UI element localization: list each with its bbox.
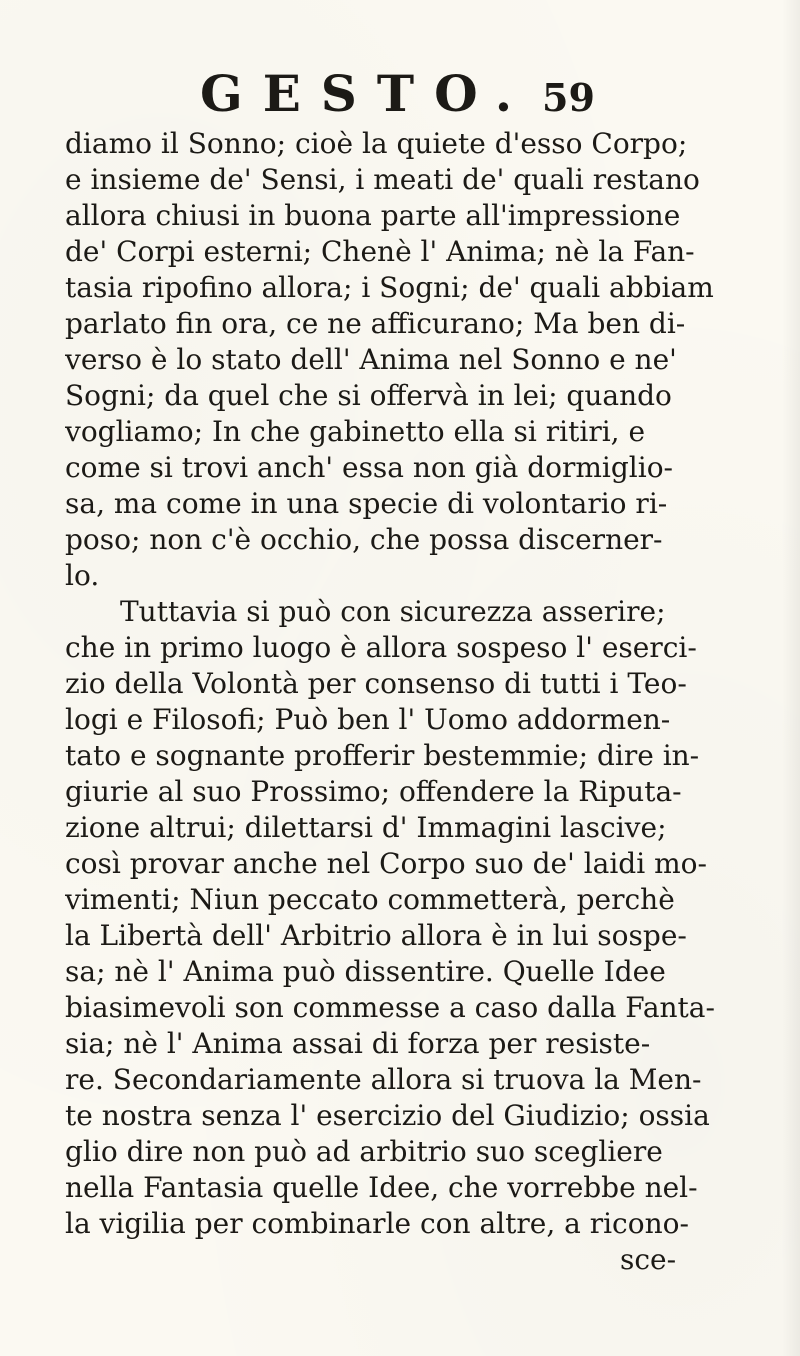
text-line: tato e sognante profferir bestemmie; dire in- — [65, 739, 700, 772]
text-line: te nostra senza l' esercizio del Giudizio; ossia — [65, 1099, 710, 1132]
text-line: verso è lo stato dell' Anima nel Sonno e ne' — [65, 343, 677, 376]
text-line: logi e Filosofi; Può ben l' Uomo addormen- — [65, 703, 671, 736]
text-line: allora chiusi in buona parte all'impressione — [65, 199, 681, 232]
text-line: zio della Volontà per consenso di tutti i Teo- — [65, 667, 687, 700]
text-line: sia; nè l' Anima assai di forza per resiste- — [65, 1027, 651, 1060]
text-line: sa, ma come in una specie di volontario ri- — [65, 487, 668, 520]
text-line: che in primo luogo è allora sospeso l' eserci- — [65, 631, 697, 664]
text-line: tasia ripofino allora; i Sogni; de' quali abbiam — [65, 271, 714, 304]
text-line: de' Corpi esterni; Chenè l' Anima; nè la Fan- — [65, 235, 695, 268]
text-line: glio dire non può ad arbitrio suo scegliere — [65, 1135, 663, 1168]
text-line: poso; non c'è occhio, che possa discerner- — [65, 523, 663, 556]
page-header — [0, 62, 800, 126]
text-line: giurie al suo Prossimo; offendere la Riputa- — [65, 775, 682, 808]
text-line: la vigilia per combinarle con altre, a ricono- — [65, 1207, 689, 1240]
text-line: nella Fantasia quelle Idee, che vorrebbe nel- — [65, 1171, 698, 1204]
text-line: e insieme de' Sensi, i meati de' quali restano — [65, 163, 700, 196]
text-line: biasimevoli son commesse a caso dalla Fanta- — [65, 991, 715, 1024]
page-edge-shadow — [782, 0, 800, 1356]
text-line: zione altrui; dilettarsi d' Immagini lascive; — [65, 811, 667, 844]
text-line: re. Secondariamente allora si truova la Men- — [65, 1063, 702, 1096]
text-line: così provar anche nel Corpo suo de' laidi mo- — [65, 847, 707, 880]
text-line: come si trovi anch' essa non già dormiglio- — [65, 451, 674, 484]
text-line: parlato fin ora, ce ne afficurano; Ma ben di- — [65, 307, 686, 340]
catchword: sce- — [620, 1243, 677, 1276]
text-line: lo. — [65, 559, 100, 592]
text-line: Sogni; da quel che si offervà in lei; quando — [65, 379, 672, 412]
text-line: la Libertà dell' Arbitrio allora è in lui sospe- — [65, 919, 687, 952]
text-line: vogliamo; In che gabinetto ella si ritiri, e — [65, 415, 646, 448]
paragraph-first-line: Tuttavia si può con sicurezza asserire; — [120, 595, 666, 628]
text-line: vimenti; Niun peccato commetterà, perchè — [65, 883, 675, 916]
running-title: GESTO. — [200, 64, 533, 123]
text-line: diamo il Sonno; cioè la quiete d'esso Corpo; — [65, 127, 688, 160]
text-line: sa; nè l' Anima può dissentire. Quelle Idee — [65, 955, 666, 988]
page-number: 59 — [542, 75, 595, 120]
